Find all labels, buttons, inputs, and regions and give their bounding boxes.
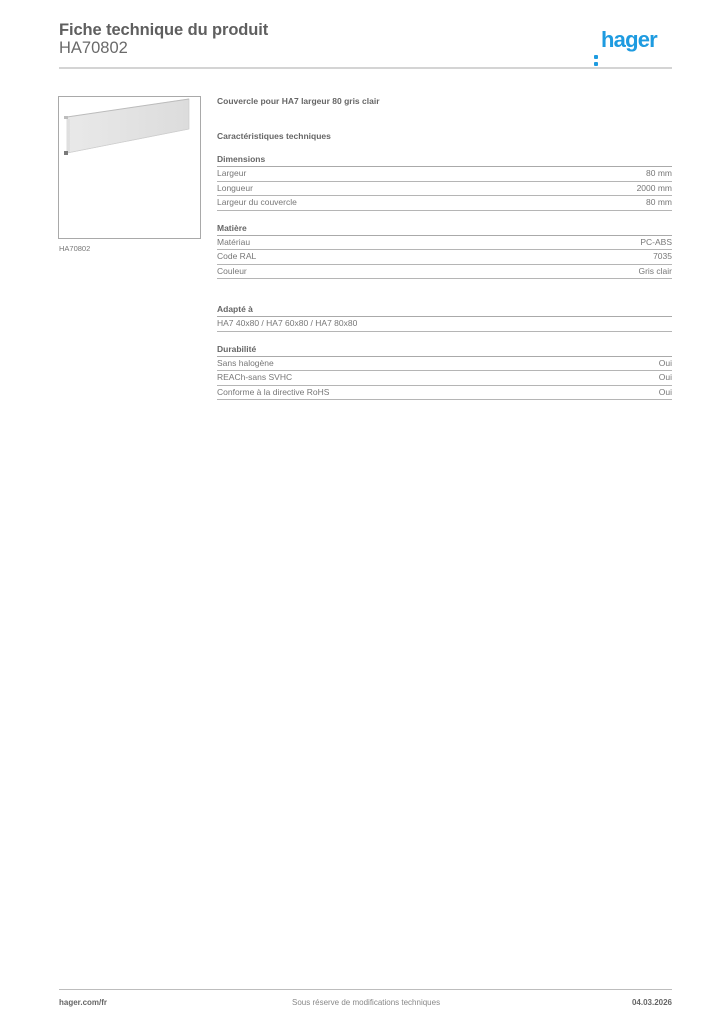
product-code: HA70802 (59, 39, 128, 57)
group-adapte (217, 303, 672, 332)
spec-value: 2000 mm (636, 182, 672, 193)
spec-value: Gris clair (638, 265, 672, 276)
spec-label: Code RAL (217, 251, 257, 261)
spec-label: Conforme à la directive RoHS (217, 386, 330, 397)
spec-value: Oui (658, 357, 672, 368)
group-title: Matière (217, 222, 672, 236)
group-title: Durabilité (217, 343, 672, 357)
spec-row (217, 236, 672, 251)
group-title: Dimensions (217, 153, 672, 167)
group-dimensions (217, 153, 672, 211)
footer-disclaimer: Sous réserve de modifications techniques (292, 998, 441, 1007)
image-caption: HA70802 (59, 244, 91, 253)
spec-row (217, 182, 672, 197)
spec-label: Longueur (217, 182, 253, 193)
spec-label: Matériau (217, 236, 251, 247)
spec-row (217, 167, 672, 182)
group-durabilite (217, 343, 672, 401)
spec-label: Largeur du couvercle (217, 197, 297, 207)
spec-content (217, 95, 672, 400)
spec-row (217, 265, 672, 280)
spec-value: Oui (658, 372, 672, 382)
hager-logo (594, 27, 657, 53)
spec-label: REACh-sans SVHC (217, 372, 293, 382)
spec-label: Largeur (217, 168, 247, 178)
cover-profile-icon (59, 97, 200, 238)
header-divider (59, 67, 672, 69)
logo-text: hager (601, 27, 657, 52)
spec-label: Sans halogène (217, 357, 274, 368)
footer-website-link[interactable]: hager.com/fr (59, 998, 108, 1007)
section-title: Caractéristiques techniques (217, 131, 331, 141)
product-description: Couvercle pour HA7 largeur 80 gris clair (217, 96, 380, 106)
group-matiere (217, 222, 672, 280)
spec-value: PC-ABS (640, 236, 672, 247)
spec-row (217, 357, 672, 372)
footer-date: 04.03.2026 (631, 998, 672, 1007)
group-title: Adapté à (217, 303, 672, 317)
spec-row (217, 250, 672, 265)
spec-row (217, 317, 672, 332)
spec-label: Couleur (217, 265, 247, 276)
spec-value: 7035 (653, 251, 672, 261)
page-title: Fiche technique du produit (59, 21, 269, 39)
spec-value: 80 mm (646, 168, 672, 178)
spec-row (217, 371, 672, 386)
spec-label: HA7 40x80 / HA7 60x80 / HA7 80x80 (217, 318, 358, 328)
footer-divider (59, 989, 672, 990)
spec-value: Oui (658, 386, 672, 397)
spec-row (217, 386, 672, 401)
product-image (58, 96, 201, 239)
spec-value: 80 mm (646, 197, 672, 207)
spec-row (217, 196, 672, 211)
